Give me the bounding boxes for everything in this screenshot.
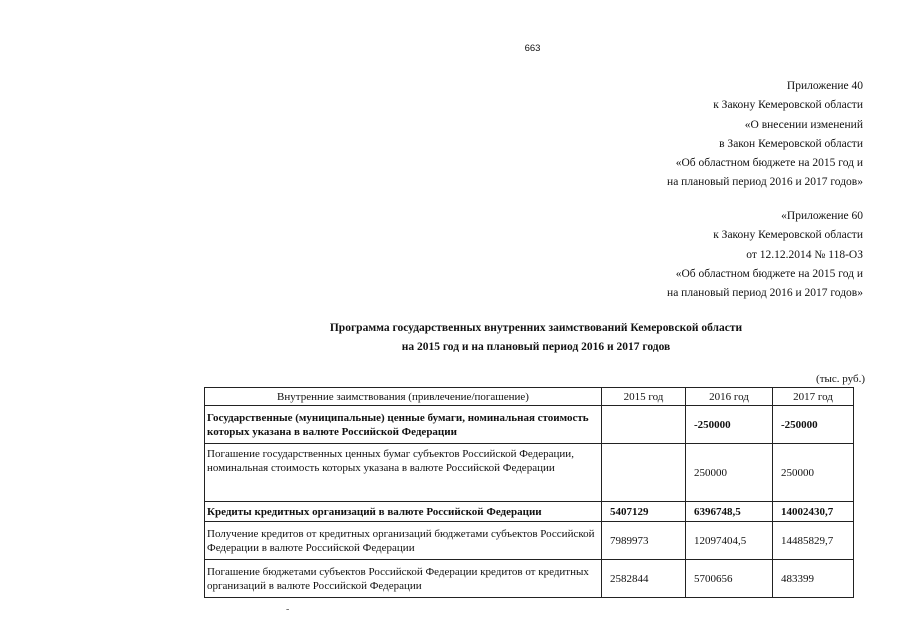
value-2016: 12097404,5: [686, 522, 773, 560]
row-name: Государственные (муниципальные) ценные бумаги, номинальная стоимость которых указана в валюте Российской Федерации: [205, 406, 602, 444]
table-row: [205, 444, 854, 502]
table-row: [205, 502, 854, 522]
value-2017: 483399: [773, 560, 854, 598]
value-2015: [602, 406, 686, 444]
value-2017: 14485829,7: [773, 522, 854, 560]
appendix-60-header: [667, 207, 863, 303]
value-2017: -250000: [773, 406, 854, 444]
row-name: Погашение бюджетами субъектов Российской Федерации кредитов от кредитных организаций в валюте Российской Федерации: [205, 560, 602, 598]
table-row: [205, 522, 854, 560]
appendix-line: на плановый период 2016 и 2017 годов»: [667, 287, 863, 300]
appendix-line: «О внесении изменений: [744, 118, 863, 131]
value-2017: 250000: [773, 444, 854, 502]
column-header: 2016 год: [686, 388, 773, 406]
column-header: 2017 год: [773, 388, 854, 406]
appendix-line: на плановый период 2016 и 2017 годов»: [667, 176, 863, 189]
column-header: Внутренние заимствования (привлечение/погашение): [205, 388, 602, 406]
value-2015: 7989973: [602, 522, 686, 560]
row-name: Погашение государственных ценных бумаг субъектов Российской Федерации, номинальная стоимость которых указана в валюте Российской Федерации: [205, 444, 602, 502]
row-name: Кредиты кредитных организаций в валюте Российской Федерации: [205, 502, 602, 522]
appendix-line: к Закону Кемеровской области: [713, 99, 863, 112]
table-row: [205, 560, 854, 598]
title-line: на 2015 год и на плановый период 2016 и 2017 годов: [401, 341, 671, 353]
appendix-line: «Приложение 60: [781, 210, 863, 222]
table-header-row: [205, 388, 854, 406]
row-name: Получение кредитов от кредитных организаций бюджетами субъектов Российской Федерации в валюте Российской Федерации: [205, 522, 602, 560]
title-line: Программа государственных внутренних заимствований Кемеровской области: [329, 322, 743, 334]
units-label: (тыс. руб.): [816, 373, 865, 385]
value-2015: 2582844: [602, 560, 686, 598]
value-2016: 5700656: [686, 560, 773, 598]
value-2017: 14002430,7: [773, 502, 854, 522]
borrowings-table: [204, 387, 854, 598]
appendix-line: Приложение 40: [786, 80, 863, 92]
value-2015: [602, 444, 686, 502]
document-title: [0, 319, 905, 357]
value-2016: 6396748,5: [686, 502, 773, 522]
appendix-line: «Об областном бюджете на 2015 год и: [675, 157, 863, 170]
column-header: 2015 год: [602, 388, 686, 406]
appendix-line: в Закон Кемеровской области: [719, 137, 863, 150]
appendix-line: «Об областном бюджете на 2015 год и: [675, 267, 863, 280]
appendix-40-header: [667, 77, 863, 193]
value-2016: -250000: [686, 406, 773, 444]
value-2015: 5407129: [602, 502, 686, 522]
value-2016: 250000: [686, 444, 773, 502]
table-row: [205, 406, 854, 444]
footer-mark: -: [286, 604, 290, 615]
appendix-line: от 12.12.2014 № 118-ОЗ: [746, 248, 863, 261]
page-number: 663: [524, 43, 541, 54]
appendix-line: к Закону Кемеровской области: [713, 229, 863, 242]
